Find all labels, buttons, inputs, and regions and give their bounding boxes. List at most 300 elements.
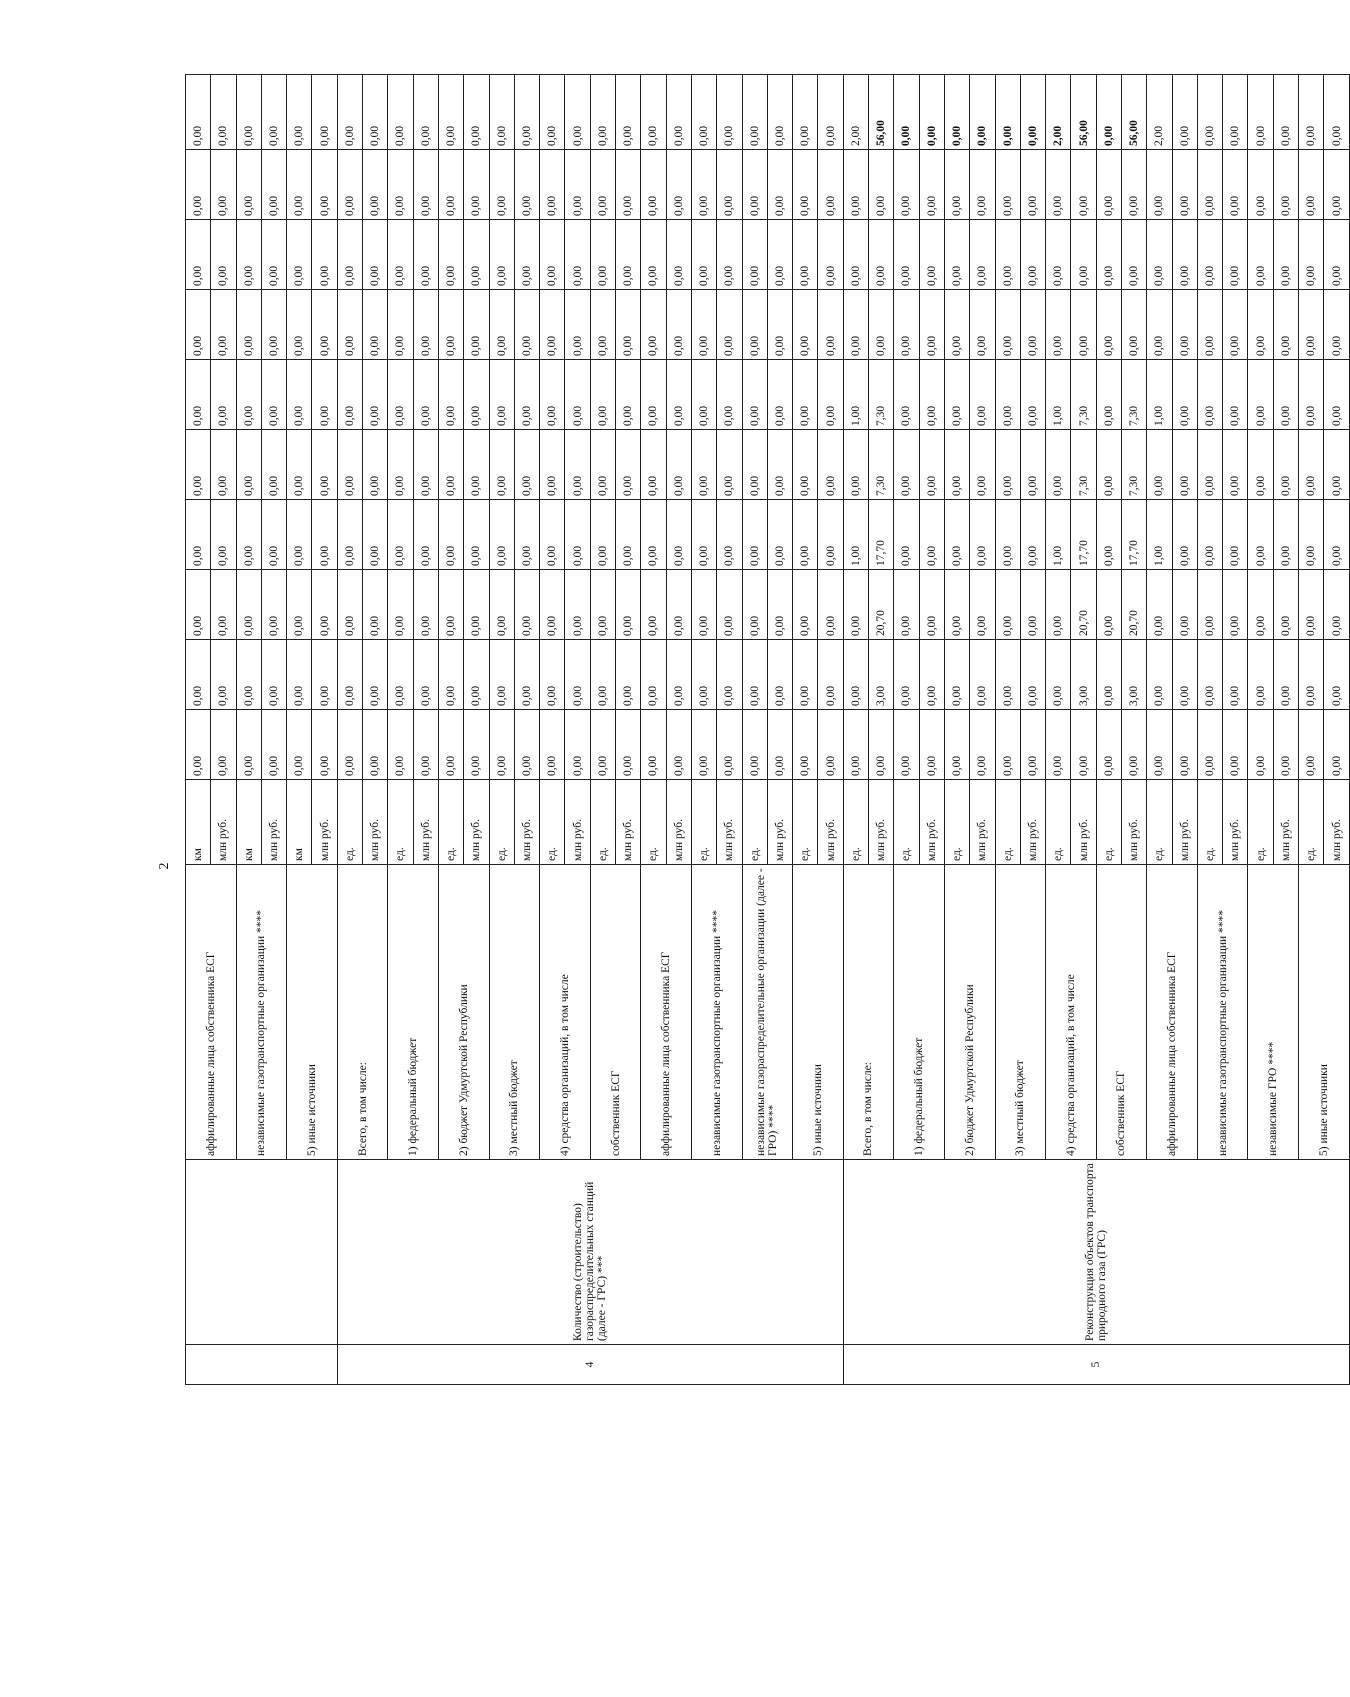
value-cell: 0,00 [717,710,742,780]
unit-cell: млн руб. [565,780,590,865]
value-cell: 0,00 [1172,150,1197,220]
value-cell: 0,00 [211,640,236,710]
value-cell: 0,00 [1197,430,1222,500]
value-cell: 20,70 [1071,570,1096,640]
value-cell: 0,00 [388,75,413,150]
value-cell: 0,00 [388,570,413,640]
value-cell: 0,00 [919,710,944,780]
value-cell: 0,00 [818,710,843,780]
value-cell: 0,00 [1096,430,1121,500]
value-cell: 0,00 [944,220,969,290]
value-cell: 0,00 [1197,500,1222,570]
unit-cell: ед. [742,780,767,865]
value-cell: 0,00 [337,150,362,220]
value-cell: 0,00 [616,290,641,360]
value-cell: 0,00 [1324,500,1350,570]
value-cell: 0,00 [1324,75,1350,150]
value-cell: 0,00 [1046,430,1071,500]
unit-cell: млн руб. [616,780,641,865]
value-cell: 0,00 [287,710,312,780]
source-cell: 5) иные источники [287,865,338,1160]
value-cell: 0,00 [894,710,919,780]
value-cell: 1,00 [1046,360,1071,430]
value-cell: 0,00 [818,500,843,570]
value-cell: 0,00 [312,150,337,220]
value-cell: 0,00 [514,500,539,570]
value-cell: 0,00 [995,500,1020,570]
value-cell: 0,00 [236,710,261,780]
value-cell: 0,00 [1096,500,1121,570]
value-cell: 0,00 [438,570,463,640]
unit-cell: ед. [489,780,514,865]
value-cell: 0,00 [818,430,843,500]
value-cell: 0,00 [742,640,767,710]
value-cell: 0,00 [1273,220,1298,290]
value-cell: 0,00 [1046,220,1071,290]
value-cell: 0,00 [970,220,995,290]
value-cell: 0,00 [590,710,615,780]
value-cell: 0,00 [1020,570,1045,640]
value-cell: 1,00 [843,500,868,570]
value-cell: 0,00 [363,640,388,710]
value-cell: 0,00 [894,570,919,640]
unit-cell: млн руб. [413,780,438,865]
value-cell: 0,00 [312,220,337,290]
value-cell: 0,00 [438,430,463,500]
value-cell: 0,00 [211,220,236,290]
value-cell: 0,00 [186,710,211,780]
unit-cell: ед. [388,780,413,865]
value-cell: 1,00 [1147,360,1172,430]
value-cell: 0,00 [1096,640,1121,710]
value-cell: 0,00 [894,430,919,500]
value-cell: 0,00 [1046,640,1071,710]
value-cell: 0,00 [236,290,261,360]
value-cell: 0,00 [489,640,514,710]
source-cell: независимые ГРО **** [1248,865,1299,1160]
source-cell: 4) средства организаций, в том числе [540,865,591,1160]
unit-cell: млн руб. [869,780,894,865]
unit-cell: км [287,780,312,865]
value-cell: 0,00 [363,500,388,570]
value-cell: 0,00 [1172,220,1197,290]
value-cell: 0,00 [742,360,767,430]
value-cell: 0,00 [1096,150,1121,220]
value-cell: 0,00 [388,290,413,360]
value-cell: 0,00 [438,150,463,220]
value-cell: 0,00 [1172,430,1197,500]
value-cell: 0,00 [1147,570,1172,640]
value-cell: 0,00 [464,640,489,710]
section-index: 5 [843,1345,1349,1385]
value-cell: 0,00 [388,500,413,570]
source-cell: 2) бюджет Удмуртской Республики [438,865,489,1160]
value-cell: 0,00 [717,500,742,570]
value-cell: 56,00 [1071,75,1096,150]
value-cell: 0,00 [1223,220,1248,290]
value-cell: 0,00 [843,710,868,780]
value-cell: 0,00 [363,360,388,430]
value-cell: 0,00 [742,500,767,570]
value-cell: 0,00 [261,75,286,150]
value-cell: 0,00 [464,150,489,220]
value-cell: 0,00 [1273,75,1298,150]
value-cell: 0,00 [1223,500,1248,570]
value-cell: 0,00 [464,360,489,430]
value-cell: 0,00 [995,710,1020,780]
value-cell: 0,00 [413,290,438,360]
value-cell: 0,00 [363,150,388,220]
value-cell: 0,00 [186,75,211,150]
value-cell: 0,00 [337,75,362,150]
value-cell: 0,00 [489,500,514,570]
value-cell: 0,00 [261,430,286,500]
value-cell: 0,00 [236,500,261,570]
value-cell: 0,00 [261,570,286,640]
value-cell: 0,00 [1299,570,1324,640]
value-cell: 0,00 [767,500,792,570]
value-cell: 0,00 [793,150,818,220]
value-cell: 0,00 [337,640,362,710]
value-cell: 0,00 [767,290,792,360]
value-cell: 0,00 [843,430,868,500]
value-cell: 0,00 [793,640,818,710]
value-cell: 0,00 [970,75,995,150]
value-cell: 0,00 [944,360,969,430]
value-cell: 0,00 [919,500,944,570]
value-cell: 0,00 [641,500,666,570]
value-cell: 0,00 [742,430,767,500]
value-cell: 0,00 [793,290,818,360]
unit-cell: млн руб. [970,780,995,865]
value-cell: 0,00 [565,570,590,640]
source-cell: Всего, в том числе: [337,865,388,1160]
value-cell: 0,00 [970,500,995,570]
value-cell: 0,00 [489,150,514,220]
value-cell: 0,00 [312,360,337,430]
value-cell: 0,00 [995,430,1020,500]
unit-cell: ед. [995,780,1020,865]
source-cell: аффилированные лица собственника ЕСГ [641,865,692,1160]
value-cell: 0,00 [691,430,716,500]
value-cell: 0,00 [1197,640,1222,710]
value-cell: 0,00 [464,500,489,570]
value-cell: 0,00 [616,220,641,290]
unit-cell: ед. [1096,780,1121,865]
value-cell: 0,00 [793,360,818,430]
value-cell: 0,00 [590,360,615,430]
value-cell: 0,00 [919,220,944,290]
value-cell: 0,00 [1223,430,1248,500]
value-cell: 7,30 [1121,360,1146,430]
value-cell: 0,00 [540,640,565,710]
value-cell: 0,00 [287,500,312,570]
value-cell: 0,00 [616,710,641,780]
value-cell: 0,00 [186,500,211,570]
value-cell: 0,00 [1172,570,1197,640]
value-cell: 0,00 [363,710,388,780]
value-cell: 0,00 [919,290,944,360]
value-cell: 0,00 [464,710,489,780]
value-cell: 0,00 [590,75,615,150]
value-cell: 0,00 [363,290,388,360]
value-cell: 0,00 [1096,75,1121,150]
value-cell: 0,00 [565,500,590,570]
value-cell: 0,00 [970,570,995,640]
value-cell: 0,00 [211,75,236,150]
value-cell: 0,00 [1299,710,1324,780]
unit-cell: млн руб. [818,780,843,865]
value-cell: 3,00 [1121,640,1146,710]
value-cell: 0,00 [438,290,463,360]
unit-cell: млн руб. [666,780,691,865]
value-cell: 0,00 [944,640,969,710]
section-index: 4 [337,1345,843,1385]
value-cell: 0,00 [540,150,565,220]
value-cell: 0,00 [464,290,489,360]
unit-cell: млн руб. [919,780,944,865]
value-cell: 0,00 [464,75,489,150]
value-cell: 0,00 [666,290,691,360]
source-cell: независимые газотранспортные организации **** [691,865,742,1160]
value-cell: 0,00 [261,290,286,360]
value-cell: 0,00 [1121,220,1146,290]
value-cell: 0,00 [894,360,919,430]
value-cell: 0,00 [565,360,590,430]
unit-cell: ед. [1046,780,1071,865]
value-cell: 0,00 [843,640,868,710]
value-cell: 0,00 [1147,220,1172,290]
value-cell: 0,00 [1248,220,1273,290]
source-cell: 1) федеральный бюджет [388,865,439,1160]
value-cell: 0,00 [514,290,539,360]
unit-cell: ед. [1248,780,1273,865]
unit-cell: млн руб. [1223,780,1248,865]
value-cell: 0,00 [1096,360,1121,430]
value-cell: 20,70 [869,570,894,640]
value-cell: 0,00 [944,75,969,150]
index-cell [186,1345,338,1385]
value-cell: 0,00 [793,430,818,500]
value-cell: 0,00 [742,150,767,220]
value-cell: 0,00 [666,430,691,500]
value-cell: 0,00 [1248,640,1273,710]
unit-cell: ед. [1197,780,1222,865]
value-cell: 0,00 [1248,710,1273,780]
value-cell: 0,00 [1223,710,1248,780]
value-cell: 0,00 [1324,360,1350,430]
value-cell: 56,00 [869,75,894,150]
source-cell: аффилированные лица собственника ЕСГ [1147,865,1198,1160]
value-cell: 0,00 [1299,360,1324,430]
value-cell: 0,00 [1121,290,1146,360]
value-cell: 0,00 [565,220,590,290]
value-cell: 0,00 [312,75,337,150]
value-cell: 0,00 [590,430,615,500]
value-cell: 0,00 [312,570,337,640]
value-cell: 0,00 [894,150,919,220]
financing-table [185,74,1350,1385]
unit-cell: млн руб. [717,780,742,865]
value-cell: 0,00 [944,500,969,570]
value-cell: 0,00 [540,75,565,150]
value-cell: 0,00 [1147,290,1172,360]
value-cell: 0,00 [337,360,362,430]
source-cell: 5) иные источники [793,865,844,1160]
value-cell: 0,00 [1324,710,1350,780]
value-cell: 0,00 [1324,220,1350,290]
value-cell: 0,00 [1096,570,1121,640]
unit-cell: млн руб. [1172,780,1197,865]
value-cell: 0,00 [388,640,413,710]
value-cell: 0,00 [1020,150,1045,220]
value-cell: 0,00 [970,640,995,710]
value-cell: 7,30 [1121,430,1146,500]
value-cell: 0,00 [1299,220,1324,290]
value-cell: 0,00 [236,360,261,430]
value-cell: 0,00 [287,150,312,220]
source-cell: аффилированные лица собственника ЕСГ [186,865,237,1160]
value-cell: 0,00 [514,570,539,640]
value-cell: 0,00 [312,500,337,570]
value-cell: 0,00 [1020,75,1045,150]
value-cell: 0,00 [363,220,388,290]
value-cell: 0,00 [919,360,944,430]
value-cell: 0,00 [1172,500,1197,570]
value-cell: 0,00 [388,150,413,220]
value-cell: 0,00 [438,500,463,570]
value-cell: 0,00 [717,290,742,360]
value-cell: 0,00 [211,710,236,780]
value-cell: 0,00 [1020,640,1045,710]
value-cell: 0,00 [1273,710,1298,780]
value-cell: 0,00 [818,220,843,290]
value-cell: 0,00 [1046,150,1071,220]
value-cell: 0,00 [1299,75,1324,150]
value-cell: 0,00 [919,640,944,710]
value-cell: 0,00 [565,150,590,220]
value-cell: 0,00 [438,640,463,710]
value-cell: 0,00 [514,430,539,500]
value-cell: 0,00 [717,360,742,430]
value-cell: 0,00 [236,640,261,710]
value-cell: 0,00 [514,710,539,780]
value-cell: 0,00 [869,150,894,220]
unit-cell: ед. [843,780,868,865]
value-cell: 0,00 [691,710,716,780]
value-cell: 0,00 [894,75,919,150]
value-cell: 0,00 [1197,220,1222,290]
value-cell: 0,00 [944,710,969,780]
value-cell: 0,00 [438,220,463,290]
value-cell: 0,00 [691,640,716,710]
value-cell: 0,00 [666,570,691,640]
value-cell: 17,70 [1071,500,1096,570]
value-cell: 0,00 [388,430,413,500]
value-cell: 0,00 [616,150,641,220]
value-cell: 0,00 [337,430,362,500]
value-cell: 0,00 [818,360,843,430]
section-name: Реконструкция объектов транспорта природного газа (ГРС) [843,1160,1349,1345]
value-cell: 0,00 [1020,710,1045,780]
source-cell: 5) иные источники [1299,865,1350,1160]
value-cell: 0,00 [287,75,312,150]
unit-cell: млн руб. [1020,780,1045,865]
value-cell: 0,00 [818,75,843,150]
value-cell: 0,00 [1299,430,1324,500]
table-body [186,75,1350,1385]
value-cell: 0,00 [1248,430,1273,500]
value-cell: 0,00 [489,360,514,430]
unit-cell: км [236,780,261,865]
value-cell: 0,00 [970,430,995,500]
value-cell: 0,00 [1299,640,1324,710]
value-cell: 0,00 [211,430,236,500]
value-cell: 0,00 [1324,570,1350,640]
unit-cell: км [186,780,211,865]
value-cell: 0,00 [1071,220,1096,290]
value-cell: 0,00 [186,220,211,290]
unit-cell: ед. [641,780,666,865]
value-cell: 0,00 [717,640,742,710]
value-cell: 0,00 [1324,430,1350,500]
value-cell: 0,00 [1223,640,1248,710]
value-cell: 0,00 [691,75,716,150]
value-cell: 0,00 [995,570,1020,640]
value-cell: 0,00 [869,220,894,290]
value-cell: 0,00 [514,75,539,150]
value-cell: 0,00 [691,360,716,430]
unit-cell: ед. [944,780,969,865]
value-cell: 0,00 [742,710,767,780]
unit-cell: млн руб. [767,780,792,865]
value-cell: 0,00 [641,290,666,360]
value-cell: 0,00 [843,220,868,290]
value-cell: 0,00 [970,150,995,220]
value-cell: 0,00 [767,570,792,640]
value-cell: 2,00 [1046,75,1071,150]
value-cell: 17,70 [1121,500,1146,570]
value-cell: 0,00 [641,150,666,220]
value-cell: 0,00 [894,500,919,570]
value-cell: 3,00 [869,640,894,710]
value-cell: 0,00 [666,150,691,220]
value-cell: 0,00 [337,710,362,780]
value-cell: 0,00 [363,75,388,150]
value-cell: 0,00 [1071,150,1096,220]
value-cell: 0,00 [641,640,666,710]
value-cell: 0,00 [919,430,944,500]
value-cell: 0,00 [995,75,1020,150]
source-cell: собственник ЕСГ [1096,865,1147,1160]
value-cell: 0,00 [691,500,716,570]
value-cell: 0,00 [388,710,413,780]
value-cell: 0,00 [818,150,843,220]
value-cell: 0,00 [666,220,691,290]
value-cell: 0,00 [717,220,742,290]
value-cell: 0,00 [1046,290,1071,360]
value-cell: 0,00 [413,75,438,150]
unit-cell: ед. [1299,780,1324,865]
unit-cell: млн руб. [1324,780,1350,865]
value-cell: 0,00 [1324,640,1350,710]
unit-cell: ед. [438,780,463,865]
value-cell: 0,00 [616,570,641,640]
value-cell: 0,00 [540,220,565,290]
value-cell: 0,00 [1324,290,1350,360]
value-cell: 0,00 [514,150,539,220]
value-cell: 0,00 [616,500,641,570]
